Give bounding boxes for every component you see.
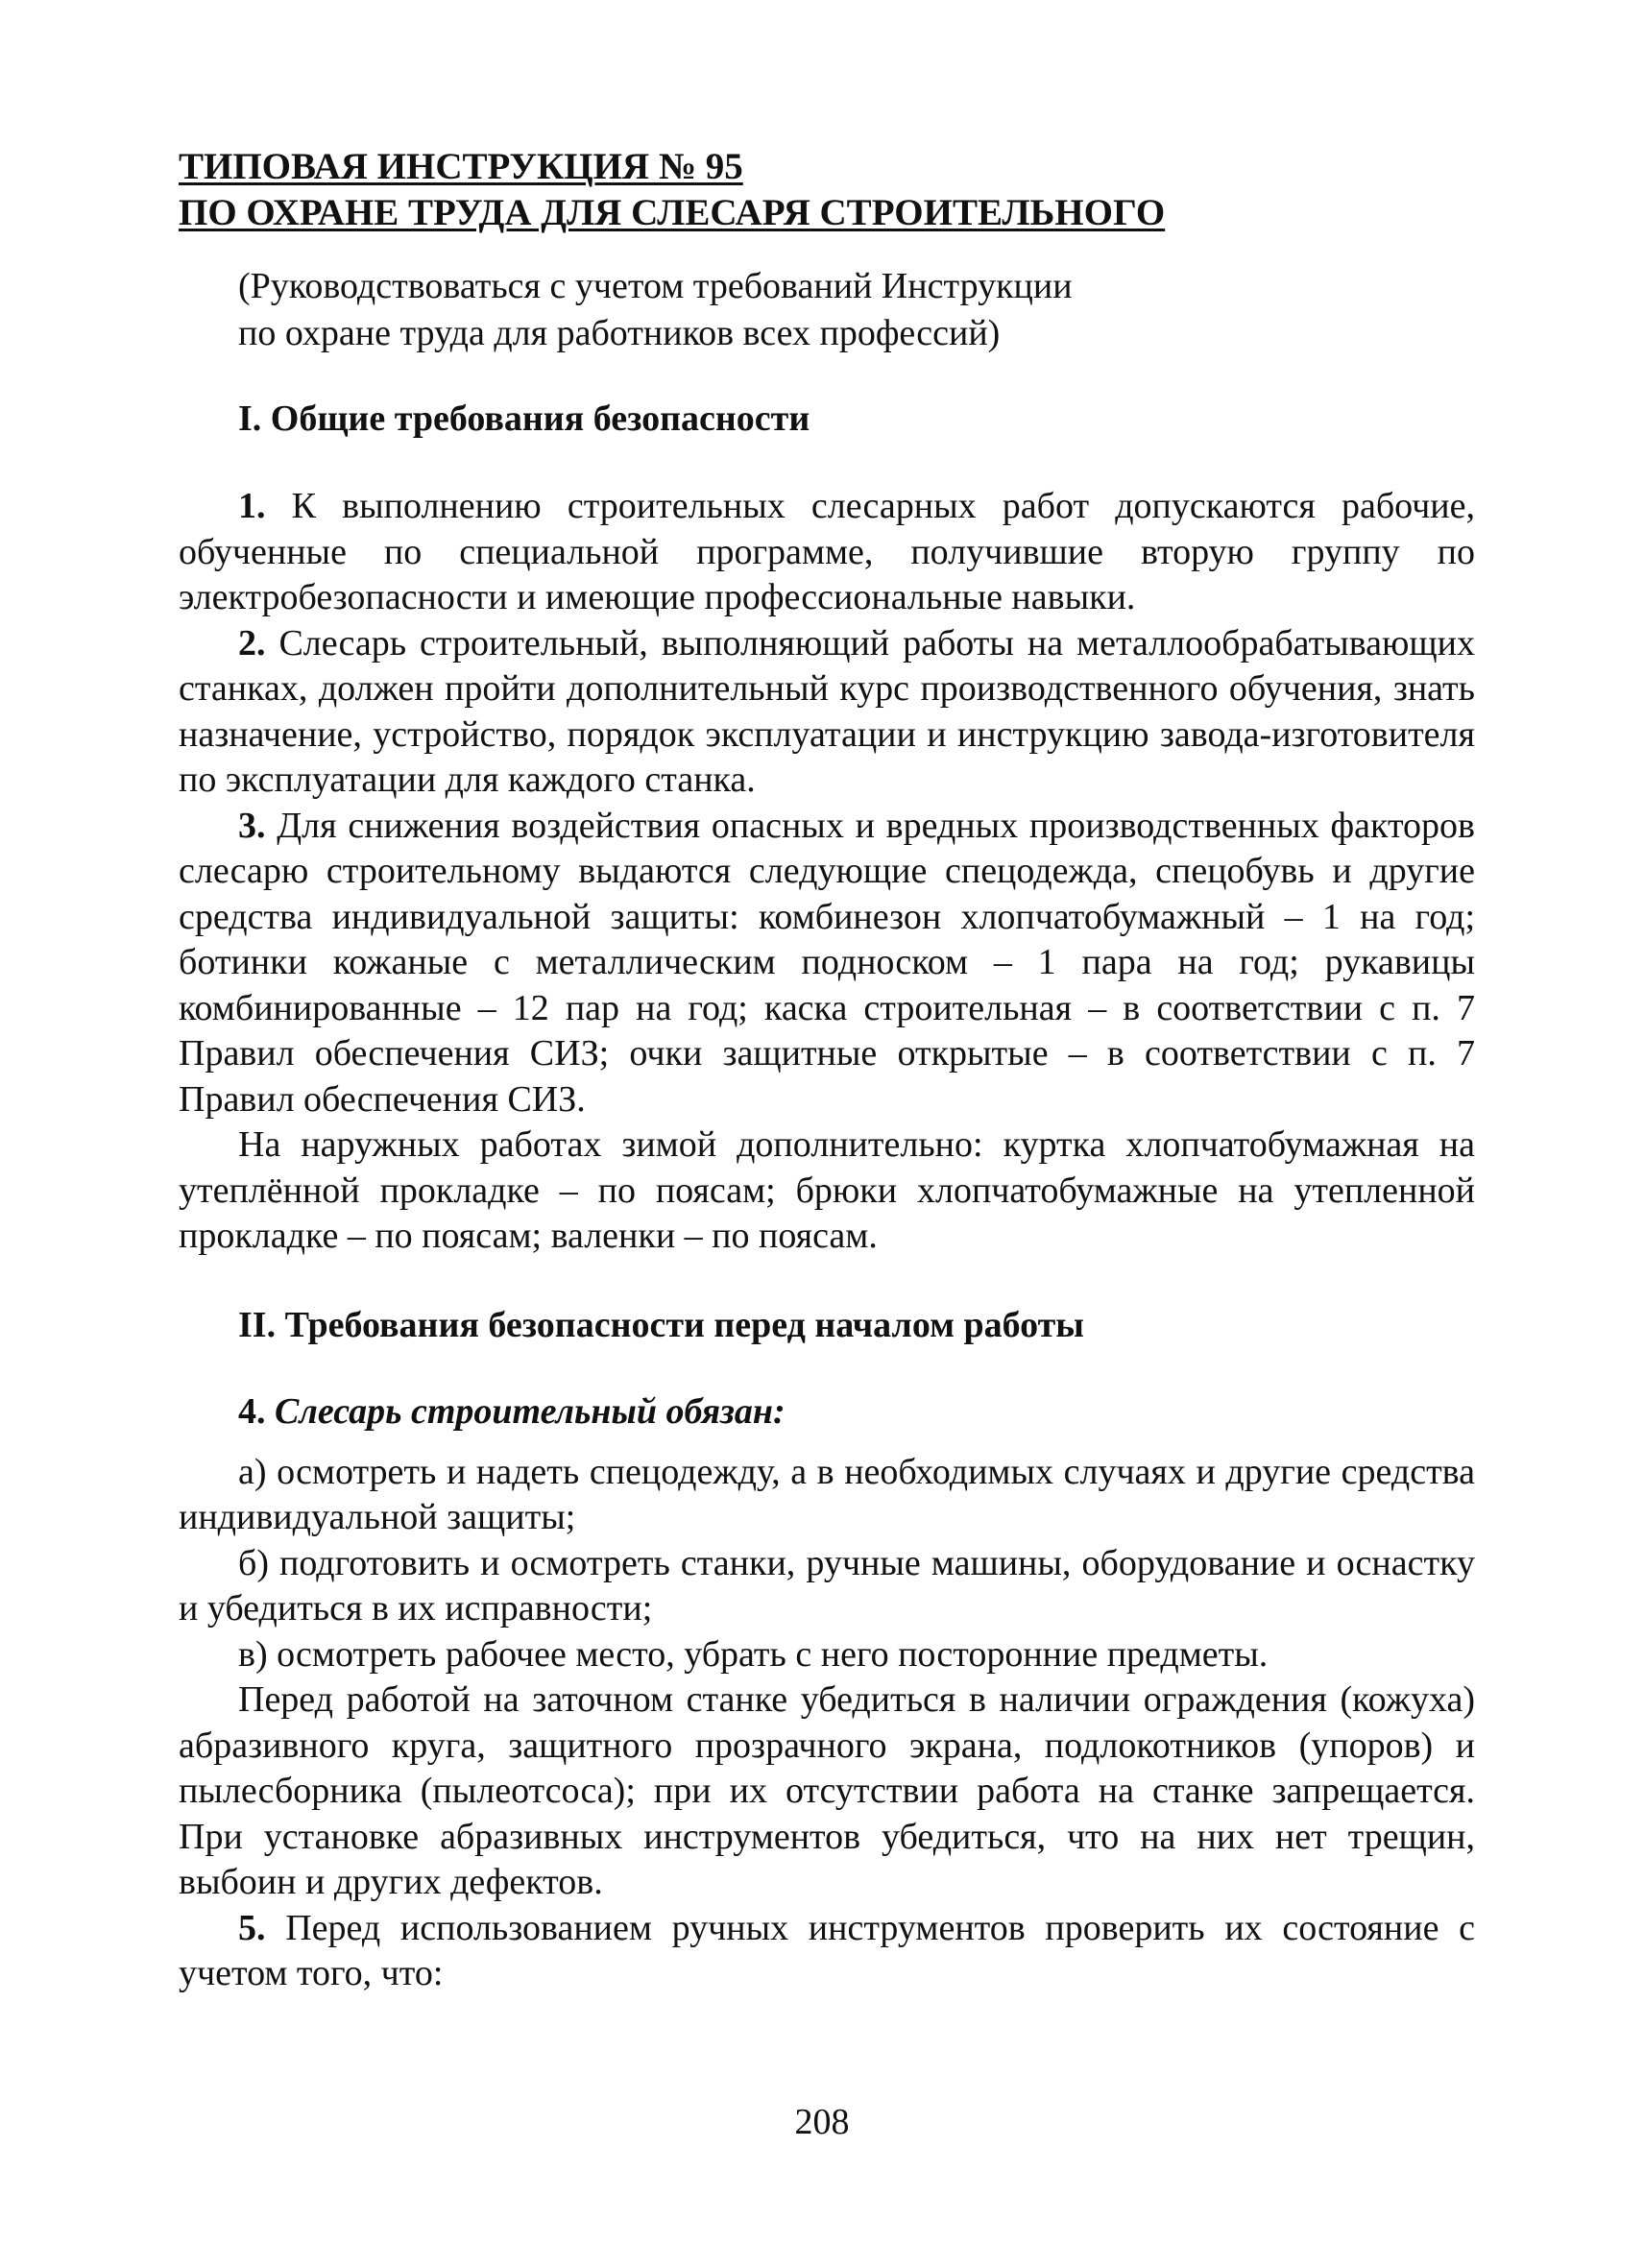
note-line2: по охране труда для работников всех профессий) xyxy=(238,313,1001,353)
paragraph-grinding-machine: Перед работой на заточном станке убедиться в наличии ограждения (кожуха) абразивного круга, защитного прозрачного экрана, подлокотников (упоров) и пылесборника (пылеотсоса); при их отсутствии работа на станке запрещается. При установке абразивных инструментов убедиться, что на них нет трещин, выбоин и других дефектов. xyxy=(179,1679,1475,1902)
paragraph-3-text: Для снижения воздействия опасных и вредных производственных факторов слесарю строительному выдаются следующие спецодежда, спецобувь и другие средства индивидуальной защиты: комбинезон хлопчатобумажный – 1 на год; ботинки кожаные с металлическим подноском – 1 пара на год; рукавицы комбинированные – 12 пар на год; каска строительная – в соответствии с п. 7 Правил обеспечения СИЗ; очки защитные открытые – в соответствии с п. 7 Правил обеспечения СИЗ. xyxy=(179,805,1475,1120)
list-item-b: б) подготовить и осмотреть станки, ручные машины, оборудование и оснастку и убедиться в их исправности; xyxy=(179,1542,1475,1629)
paragraph-winter-clothing: На наружных работах зимой дополнительно: куртка хлопчатобумажная на утеплённой прокладке – по поясам; брюки хлопчатобумажные на утепленной прокладке – по поясам; валенки – по поясам. xyxy=(179,1124,1475,1256)
item-4-heading xyxy=(238,1388,1475,1435)
paragraph-5-text: Перед использованием ручных инструментов проверить их состояние с учетом того, что: xyxy=(179,1907,1475,1993)
section-heading-general: I. Общие требования безопасности xyxy=(238,398,810,439)
document-page xyxy=(179,144,1475,1997)
paragraph-2-text: Слесарь строительный, выполняющий работы на металлообрабатывающих станках, должен пройти дополнительный курс производственного обучения, знать назначение, устройство, порядок эксплуатации и инструкцию завода-изготовителя по эксплуатации для каждого станка. xyxy=(179,622,1475,800)
document-title-line1: ТИПОВАЯ ИНСТРУКЦИЯ № 95 xyxy=(179,146,743,187)
item-4-label: Слесарь строительный обязан: xyxy=(275,1390,786,1432)
list-item-c: в) осмотреть рабочее место, убрать с него посторонние предметы. xyxy=(238,1633,1269,1675)
page-number: 208 xyxy=(794,2102,850,2142)
paragraph-3-number: 3. xyxy=(238,805,266,846)
paragraph-5 xyxy=(179,1906,1475,1997)
document-title-line2: ПО ОХРАНЕ ТРУДА ДЛЯ СЛЕСАРЯ СТРОИТЕЛЬНОГО xyxy=(179,192,1166,233)
paragraph-1-text: К выполнению строительных слесарных работ допускаются рабочие, обученные по специальной программе, получившие вторую группу по электробезопасности и имеющие профессиональные навыки. xyxy=(179,486,1475,617)
section-heading-before-work: II. Требования безопасности перед началом работы xyxy=(238,1304,1084,1345)
paragraph-2 xyxy=(179,621,1475,804)
paragraph-5-number: 5. xyxy=(238,1907,266,1948)
document-note xyxy=(238,263,1475,357)
paragraph-2-number: 2. xyxy=(238,622,266,664)
paragraph-3 xyxy=(179,804,1475,1123)
item-4-number: 4. xyxy=(238,1390,266,1432)
note-line1: (Руководствоваться с учетом требований Инструкции xyxy=(238,266,1073,306)
list-item-a: а) осмотреть и надеть спецодежду, а в необходимых случаях и другие средства индивидуальной защиты; xyxy=(179,1451,1475,1537)
paragraph-1 xyxy=(179,484,1475,621)
paragraph-1-number: 1. xyxy=(238,486,266,526)
